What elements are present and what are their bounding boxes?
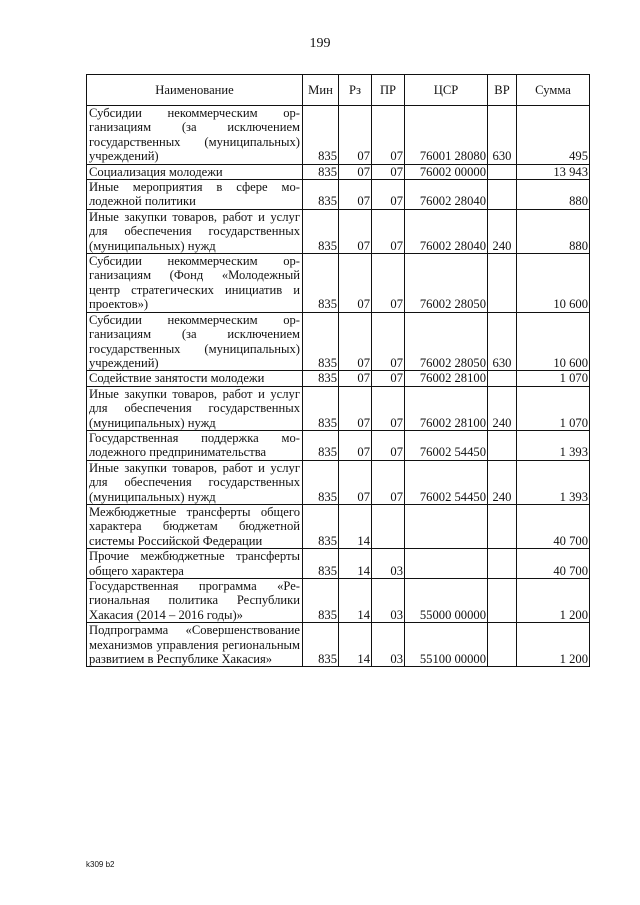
cell-rz: 07 xyxy=(339,164,372,179)
cell-pr: 07 xyxy=(372,386,405,430)
cell-vr: 630 xyxy=(488,106,517,165)
cell-rz: 07 xyxy=(339,371,372,386)
table-row xyxy=(87,504,590,548)
table-row xyxy=(87,549,590,579)
cell-vr xyxy=(488,371,517,386)
cell-vr: 630 xyxy=(488,312,517,371)
cell-min: 835 xyxy=(303,209,339,253)
cell-sum: 880 xyxy=(517,209,590,253)
cell-pr: 07 xyxy=(372,371,405,386)
page-number: 199 xyxy=(309,36,331,51)
cell-sum: 1 393 xyxy=(517,430,590,460)
cell-min: 835 xyxy=(303,371,339,386)
cell-csr: 76002 28050 xyxy=(405,254,488,313)
cell-min: 835 xyxy=(303,312,339,371)
cell-csr: 55100 00000 xyxy=(405,623,488,667)
table-row xyxy=(87,209,590,253)
cell-vr xyxy=(488,623,517,667)
cell-pr: 07 xyxy=(372,180,405,210)
table-row xyxy=(87,180,590,210)
cell-min: 835 xyxy=(303,430,339,460)
cell-min: 835 xyxy=(303,504,339,548)
cell-sum: 40 700 xyxy=(517,549,590,579)
cell-rz: 07 xyxy=(339,460,372,504)
cell-name: Иные закупки товаров, работ и услуг для обеспечения государственных (муниципальных) нужд xyxy=(87,386,303,430)
cell-csr: 76002 28050 xyxy=(405,312,488,371)
table-row xyxy=(87,386,590,430)
cell-pr: 07 xyxy=(372,430,405,460)
cell-min: 835 xyxy=(303,386,339,430)
table-body xyxy=(87,106,590,667)
cell-rz: 14 xyxy=(339,623,372,667)
cell-name: Прочие межбюджетные трансферты общего характера xyxy=(87,549,303,579)
table-header-row xyxy=(87,75,590,106)
cell-name: Подпрограмма «Совершенствование механизмов управления региональным развитием в Республике Хакасия» xyxy=(87,623,303,667)
cell-sum: 880 xyxy=(517,180,590,210)
cell-vr xyxy=(488,254,517,313)
cell-name: Субсидии некоммерческим организациям (за исключением государственных (муниципальных) учреждений) xyxy=(87,312,303,371)
cell-sum: 10 600 xyxy=(517,312,590,371)
table-row xyxy=(87,312,590,371)
cell-min: 835 xyxy=(303,254,339,313)
cell-rz: 07 xyxy=(339,386,372,430)
cell-name: Содействие занятости молодежи xyxy=(87,371,303,386)
cell-name: Государственная программа «Региональная политика Республики Хакасия (2014 – 2016 годы)» xyxy=(87,579,303,623)
cell-rz: 07 xyxy=(339,180,372,210)
cell-pr xyxy=(372,504,405,548)
cell-min: 835 xyxy=(303,549,339,579)
cell-min: 835 xyxy=(303,460,339,504)
cell-csr: 76002 00000 xyxy=(405,164,488,179)
header-min: Мин xyxy=(303,75,339,106)
cell-vr: 240 xyxy=(488,386,517,430)
cell-sum: 1 200 xyxy=(517,623,590,667)
header-pr: ПР xyxy=(372,75,405,106)
cell-pr: 03 xyxy=(372,549,405,579)
cell-rz: 07 xyxy=(339,430,372,460)
cell-vr xyxy=(488,579,517,623)
budget-table xyxy=(86,74,590,667)
header-rz: Рз xyxy=(339,75,372,106)
table-row xyxy=(87,164,590,179)
cell-rz: 07 xyxy=(339,312,372,371)
cell-min: 835 xyxy=(303,623,339,667)
cell-vr xyxy=(488,430,517,460)
cell-csr xyxy=(405,504,488,548)
cell-csr: 76002 28040 xyxy=(405,180,488,210)
cell-min: 835 xyxy=(303,106,339,165)
cell-sum: 40 700 xyxy=(517,504,590,548)
cell-rz: 07 xyxy=(339,106,372,165)
table-row xyxy=(87,579,590,623)
cell-csr: 76002 28100 xyxy=(405,371,488,386)
cell-pr: 07 xyxy=(372,460,405,504)
cell-sum: 1 393 xyxy=(517,460,590,504)
cell-rz: 14 xyxy=(339,504,372,548)
cell-csr: 76002 28100 xyxy=(405,386,488,430)
cell-csr: 76002 54450 xyxy=(405,460,488,504)
cell-vr xyxy=(488,549,517,579)
table-row xyxy=(87,254,590,313)
cell-min: 835 xyxy=(303,579,339,623)
table-row xyxy=(87,623,590,667)
footer-code: k309 b2 xyxy=(86,860,115,869)
header-sum: Сумма xyxy=(517,75,590,106)
cell-name: Иные мероприятия в сфере молодежной политики xyxy=(87,180,303,210)
table-row xyxy=(87,371,590,386)
cell-name: Субсидии некоммерческим организациям (Фонд «Молодежный центр стратегических инициатив и проектов») xyxy=(87,254,303,313)
table-row xyxy=(87,106,590,165)
cell-min: 835 xyxy=(303,180,339,210)
cell-pr: 07 xyxy=(372,254,405,313)
cell-pr: 07 xyxy=(372,209,405,253)
cell-csr: 76001 28080 xyxy=(405,106,488,165)
cell-rz: 07 xyxy=(339,209,372,253)
cell-sum: 495 xyxy=(517,106,590,165)
cell-pr: 07 xyxy=(372,106,405,165)
cell-rz: 14 xyxy=(339,549,372,579)
cell-vr: 240 xyxy=(488,460,517,504)
cell-vr: 240 xyxy=(488,209,517,253)
cell-name: Государственная поддержка молодежного предпринимательства xyxy=(87,430,303,460)
table-row xyxy=(87,430,590,460)
cell-rz: 07 xyxy=(339,254,372,313)
cell-name: Социализация молодежи xyxy=(87,164,303,179)
cell-vr xyxy=(488,504,517,548)
cell-rz: 14 xyxy=(339,579,372,623)
cell-csr xyxy=(405,549,488,579)
table-row xyxy=(87,460,590,504)
cell-name: Субсидии некоммерческим организациям (за исключением государственных (муниципальных) учреждений) xyxy=(87,106,303,165)
cell-sum: 10 600 xyxy=(517,254,590,313)
cell-pr: 07 xyxy=(372,164,405,179)
cell-sum: 1 200 xyxy=(517,579,590,623)
cell-csr: 76002 28040 xyxy=(405,209,488,253)
header-vr: ВР xyxy=(488,75,517,106)
header-name: Наименование xyxy=(87,75,303,106)
cell-sum: 1 070 xyxy=(517,386,590,430)
cell-pr: 03 xyxy=(372,579,405,623)
cell-pr: 03 xyxy=(372,623,405,667)
cell-min: 835 xyxy=(303,164,339,179)
cell-csr: 76002 54450 xyxy=(405,430,488,460)
header-csr: ЦСР xyxy=(405,75,488,106)
cell-name: Иные закупки товаров, работ и услуг для обеспечения государственных (муниципальных) нужд xyxy=(87,209,303,253)
cell-pr: 07 xyxy=(372,312,405,371)
cell-vr xyxy=(488,180,517,210)
cell-csr: 55000 00000 xyxy=(405,579,488,623)
cell-name: Иные закупки товаров, работ и услуг для обеспечения государственных (муниципальных) нужд xyxy=(87,460,303,504)
cell-sum: 13 943 xyxy=(517,164,590,179)
cell-vr xyxy=(488,164,517,179)
cell-sum: 1 070 xyxy=(517,371,590,386)
cell-name: Межбюджетные трансферты общего характера бюджетам бюджетной системы Российской Федерации xyxy=(87,504,303,548)
